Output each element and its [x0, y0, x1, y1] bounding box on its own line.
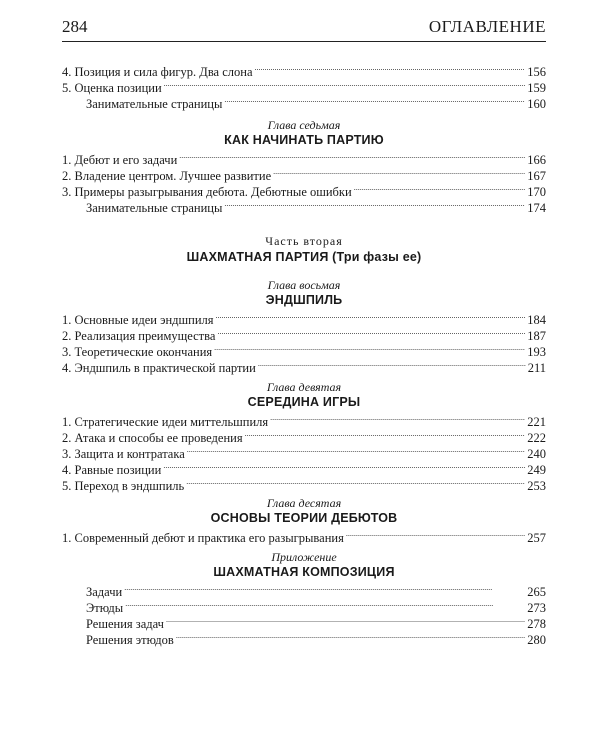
dot-leader: [255, 60, 526, 76]
entry-page: 240: [527, 447, 546, 461]
entry-page: 156: [527, 65, 546, 79]
entry-page: 222: [527, 431, 546, 445]
entry-label: Этюды: [86, 601, 124, 615]
toc-entry: [62, 526, 546, 545]
entry-label: Занимательные страницы: [86, 201, 223, 215]
entry-page: 159: [527, 81, 546, 95]
entry-label: 5. Оценка позиции: [62, 81, 162, 95]
toc-entry: [62, 426, 546, 445]
toc-entry: [62, 196, 546, 215]
dot-leader: [217, 324, 525, 340]
chapter-label: Глава седьмая: [267, 118, 341, 132]
entry-page: 160: [527, 97, 546, 111]
entry-label: Решения задач: [86, 617, 164, 631]
entry-page: 184: [527, 313, 546, 327]
entry-label: 2. Владение центром. Лучшее развитие: [62, 169, 272, 183]
dot-leader: [187, 442, 525, 458]
toc-entry: [62, 628, 546, 647]
entry-page: 174: [527, 201, 546, 215]
entry-label: 3. Защита и контратака: [62, 447, 185, 461]
chapter-title: КАК НАЧИНАТЬ ПАРТИЮ: [224, 133, 384, 147]
toc-entry: [62, 580, 546, 599]
entry-page: 253: [527, 479, 546, 493]
entry-label: 4. Позиция и сила фигур. Два слона: [62, 65, 253, 79]
entry-page: 193: [527, 345, 546, 359]
entry-page: 278: [527, 617, 546, 631]
dot-leader: [273, 164, 525, 180]
entry-page: 170: [527, 185, 546, 199]
entry-label: 1. Стратегические идеи миттельшпиля: [62, 415, 269, 429]
dot-leader: [186, 474, 525, 490]
entry-label: 4. Эндшпиль в практической партии: [62, 361, 256, 375]
running-title: ОГЛАВЛЕНИЕ: [428, 17, 546, 36]
toc-entry: [62, 164, 546, 183]
toc-entry: [62, 410, 546, 429]
toc-entry: [62, 340, 546, 359]
dot-leader: [214, 340, 525, 356]
dot-leader: [163, 458, 525, 474]
toc-entry: [62, 442, 546, 461]
dot-leader: [258, 356, 526, 372]
appendix-label: Приложение: [271, 550, 337, 564]
dot-leader: [354, 180, 526, 196]
dot-leader: [164, 76, 526, 92]
toc-entry: [62, 356, 546, 375]
appendix-title: ШАХМАТНАЯ КОМПОЗИЦИЯ: [213, 565, 395, 579]
entry-label: 2. Атака и способы ее проведения: [62, 431, 243, 445]
entry-label: 4. Равные позиции: [62, 463, 162, 477]
toc-entry: [62, 180, 546, 199]
dot-leader: [346, 526, 525, 542]
dot-leader: [166, 612, 525, 628]
page-header: [62, 17, 546, 42]
entry-page: 265: [527, 585, 546, 599]
dot-leader: [124, 580, 525, 596]
dot-leader: [179, 148, 525, 164]
entry-page: 273: [527, 601, 546, 615]
entry-page: 211: [527, 361, 546, 375]
dot-leader: [245, 426, 526, 442]
toc-entry: [62, 92, 546, 111]
chapter-title: ЭНДШПИЛЬ: [265, 293, 343, 307]
entry-label: 3. Примеры разыгрывания дебюта. Дебютные ошибки: [62, 185, 352, 199]
dot-leader: [224, 92, 525, 108]
entry-page: 166: [527, 153, 546, 167]
chapter-label: Глава десятая: [266, 496, 342, 510]
entry-label: Решения этюдов: [86, 633, 174, 647]
chapter-label: Глава девятая: [266, 380, 342, 394]
toc-entry: [62, 76, 546, 95]
dot-leader: [176, 628, 525, 644]
chapter-label: Глава восьмая: [267, 278, 341, 292]
entry-page: 167: [527, 169, 546, 183]
dot-leader: [270, 410, 525, 426]
part-title: ШАХМАТНАЯ ПАРТИЯ (Три фазы ее): [186, 250, 422, 264]
entry-page: 221: [527, 415, 546, 429]
entry-page: 280: [527, 633, 546, 647]
entry-page: 249: [527, 463, 546, 477]
chapter-title: СЕРЕДИНА ИГРЫ: [247, 395, 361, 409]
toc-entry: [62, 308, 546, 327]
dot-leader: [125, 596, 525, 612]
entry-label: 2. Реализация преимущества: [62, 329, 216, 343]
toc-entry: [62, 596, 546, 615]
entry-label: 1. Основные идеи эндшпиля: [62, 313, 214, 327]
toc-entry: [62, 474, 546, 493]
part-label: Часть вторая: [265, 234, 343, 248]
entry-page: 257: [527, 531, 546, 545]
entry-label: 3. Теоретические окончания: [62, 345, 213, 359]
toc-entry: [62, 612, 546, 631]
page-number: 284: [62, 17, 88, 36]
toc-entry: [62, 148, 546, 167]
entry-label: 1. Современный дебют и практика его разыгрывания: [62, 531, 344, 545]
chapter-title: ОСНОВЫ ТЕОРИИ ДЕБЮТОВ: [210, 511, 398, 525]
dot-leader: [224, 196, 525, 212]
entry-label: Занимательные страницы: [86, 97, 223, 111]
entry-label: Задачи: [86, 585, 123, 599]
entry-label: 1. Дебют и его задачи: [62, 153, 178, 167]
toc-entry: [62, 60, 546, 79]
toc-entry: [62, 324, 546, 343]
toc-entry: [62, 458, 546, 477]
entry-page: 187: [527, 329, 546, 343]
dot-leader: [216, 308, 526, 324]
entry-label: 5. Переход в эндшпиль: [62, 479, 185, 493]
